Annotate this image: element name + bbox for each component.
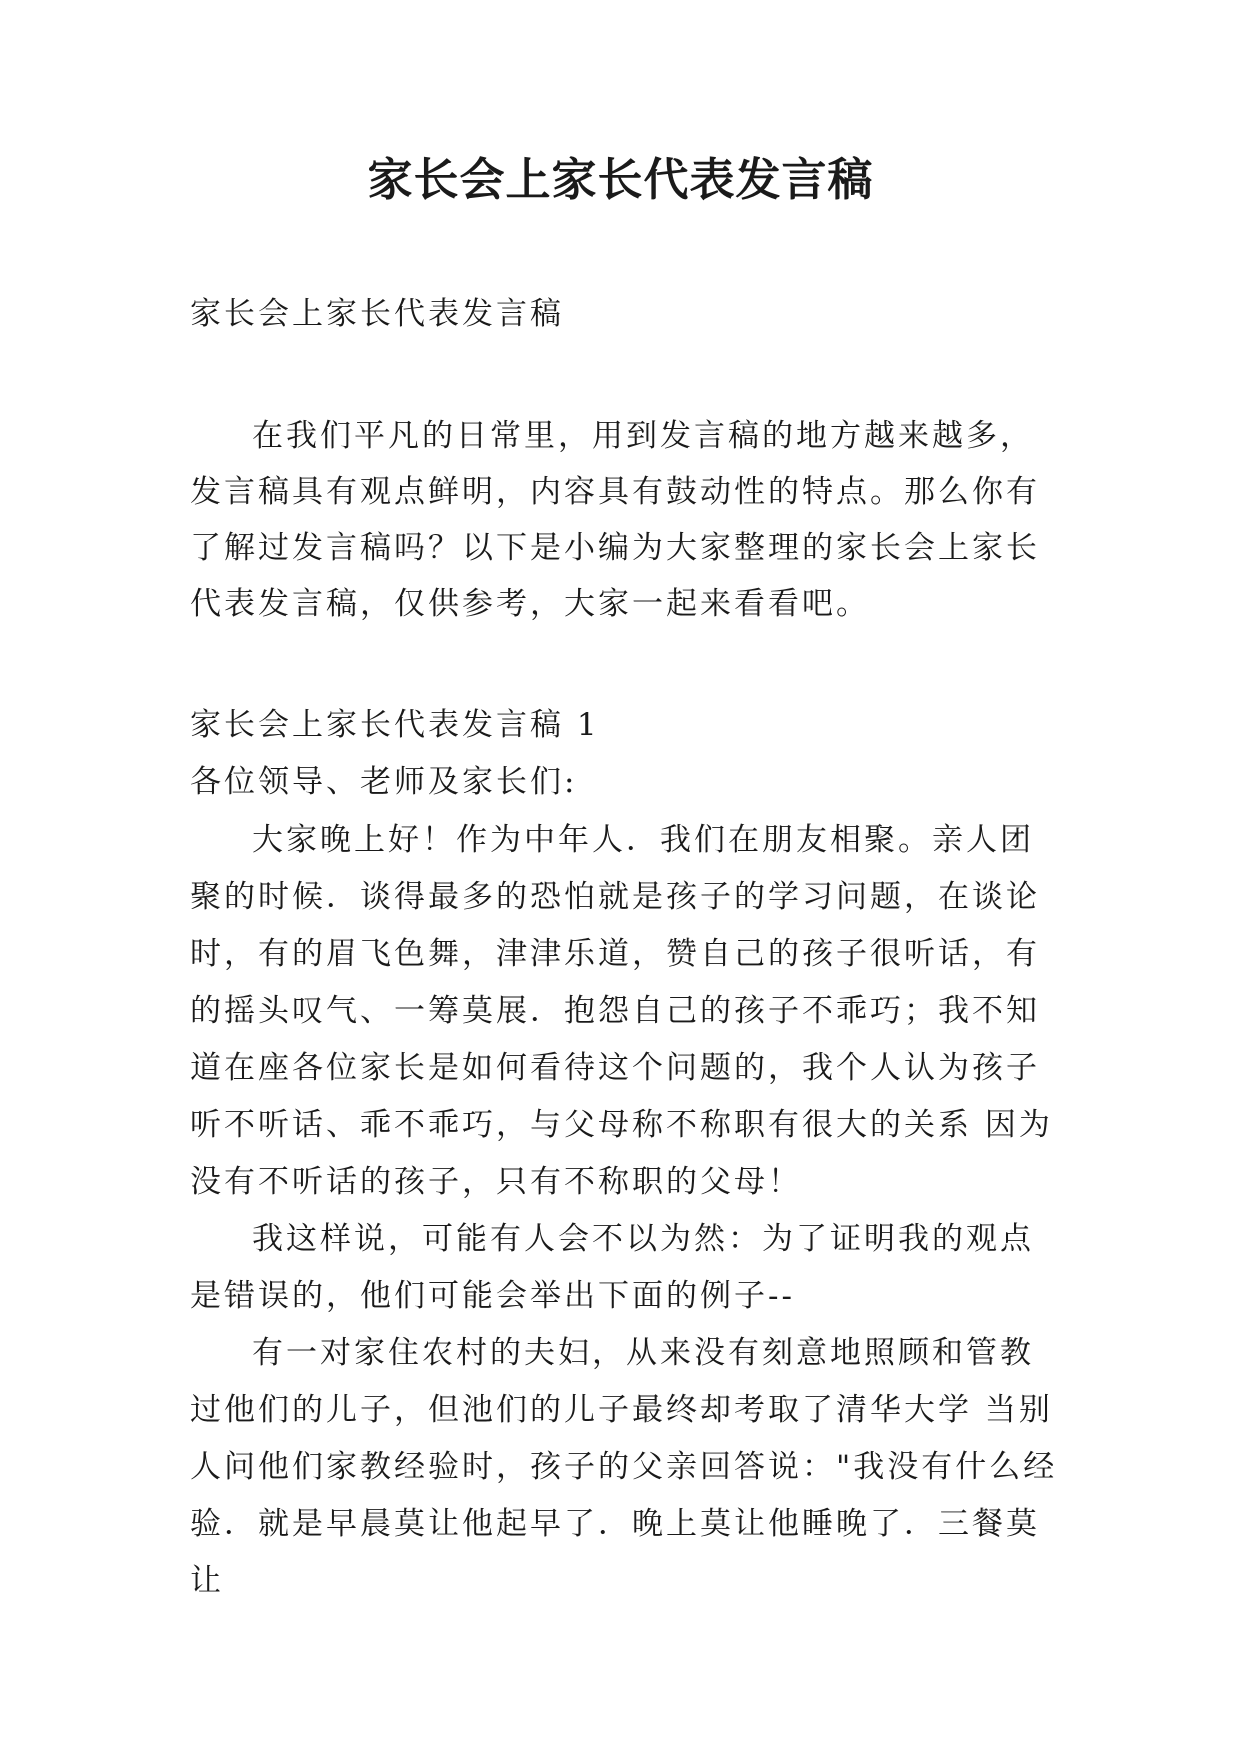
document-subtitle: 家长会上家长代表发言稿 [190,296,564,332]
speech-paragraph: 有一对家住农村的夫妇，从来没有刻意地照顾和管教过他们的儿子，但池们的儿子最终却考取了清华大学 当别人问他们家教经验时，孩子的父亲回答说："我没有什么经验．就是早晨莫让他起早了．晚上莫让他睡晚了．三餐莫让 [190,1335,1058,1599]
intro-paragraph: 在我们平凡的日常里，用到发言稿的地方越来越多，发言稿具有观点鲜明，内容具有鼓动性的特点。那么你有了解过发言稿吗？以下是小编为大家整理的家长会上家长代表发言稿，仅供参考，大家一起来看看吧。 [190,418,1040,622]
speech-paragraph: 我这样说，可能有人会不以为然：为了证明我的观点是错误的，他们可能会举出下面的例子-- [190,1221,1034,1314]
speech-body [190,760,1060,1610]
salutation: 各位领导、老师及家长们: [190,764,578,800]
section-heading: 家长会上家长代表发言稿 1 [190,707,600,743]
document-title: 家长会上家长代表发言稿 [367,153,874,206]
speech-paragraph: 大家晚上好！作为中年人．我们在朋友相聚。亲人团聚的时候．谈得最多的恐怕就是孩子的学习问题，在谈论时，有的眉飞色舞，津津乐道，赞自己的孩子很听话，有的摇头叹气、一筹莫展．抱怨自己的孩子不乖巧；我不知道在座各位家长是如何看待这个问题的，我个人认为孩子听不听话、乖不乖巧，与父母称不称职有很大的关系 因为没有不听话的孩子，只有不称职的父母！ [190,822,1053,1200]
intro-section [190,408,1060,632]
